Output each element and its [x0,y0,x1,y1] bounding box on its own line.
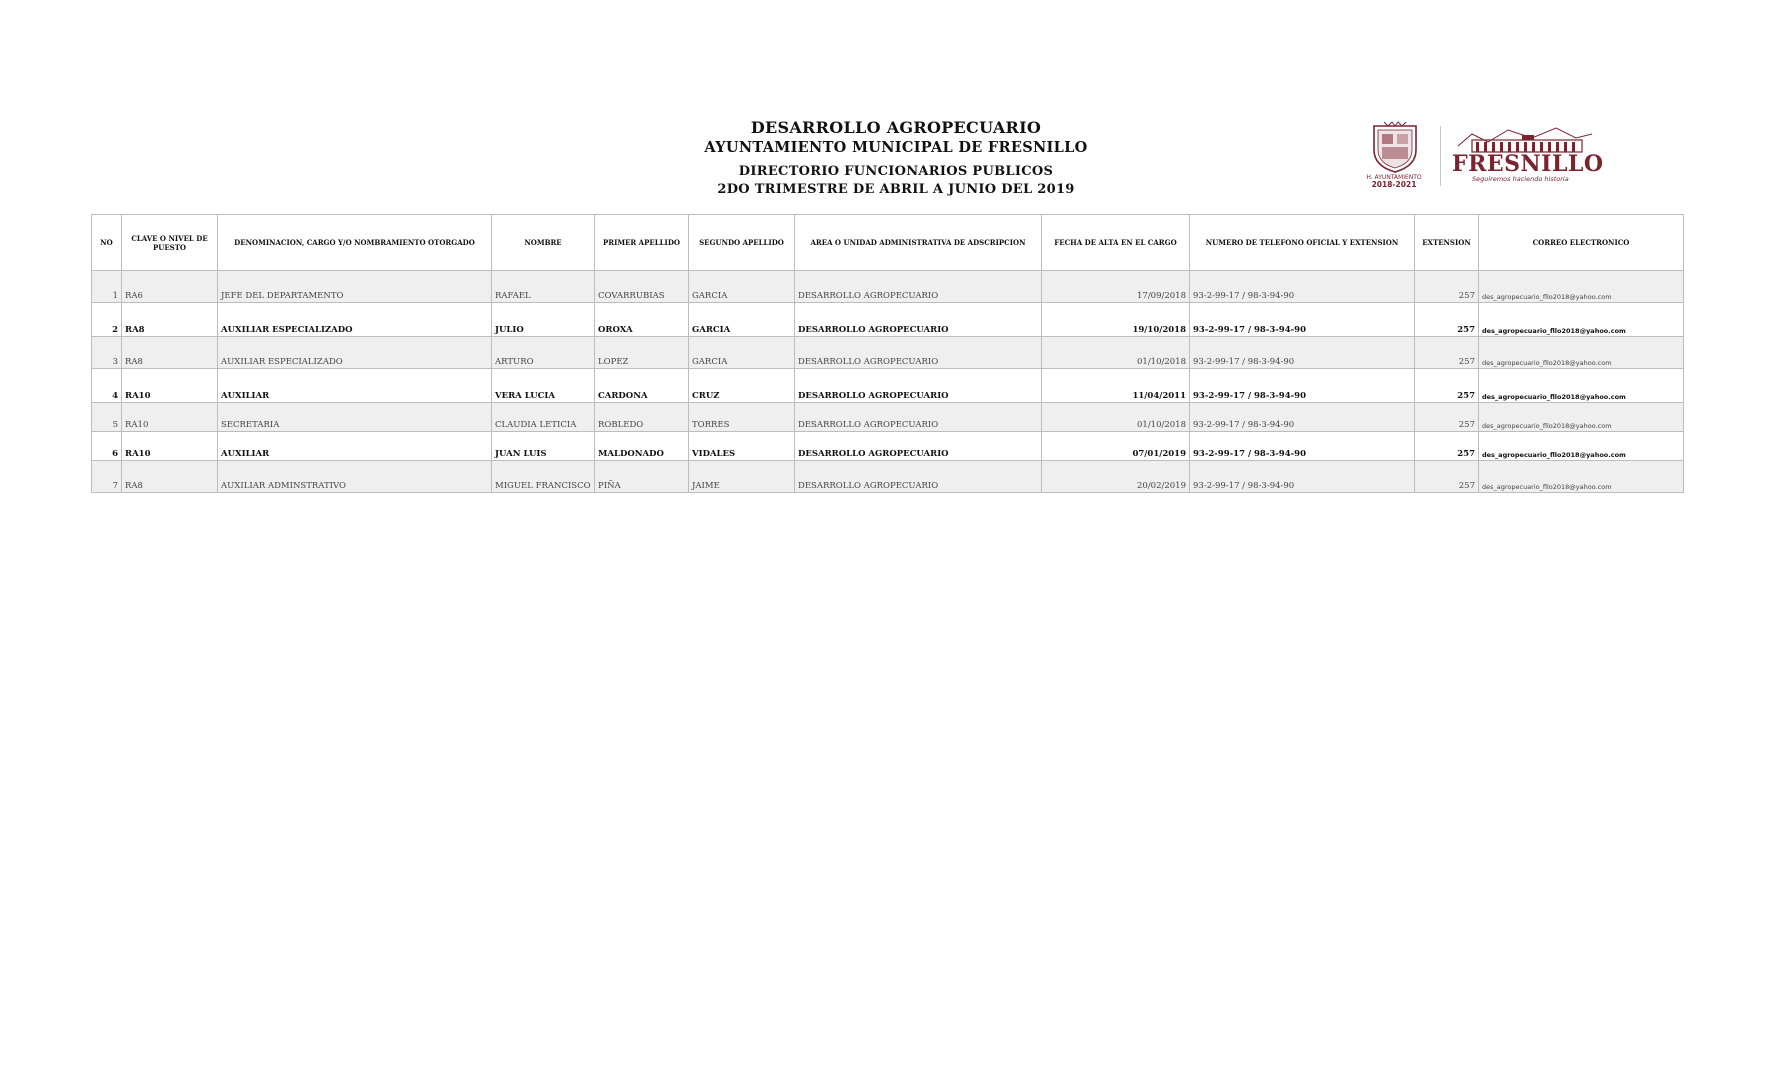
cell-clave: RA6 [122,271,218,303]
cell-correo: des_agropecuario_fllo2018@yahoo.com [1479,271,1684,303]
cell-primer-apellido: OROXA [595,303,689,337]
cell-denominacion: AUXILIAR ESPECIALIZADO [218,303,492,337]
column-header-extension: EXTENSION [1415,215,1479,271]
table-row [92,403,1684,432]
cell-fecha-alta: 17/09/2018 [1042,271,1190,303]
cell-fecha-alta: 19/10/2018 [1042,303,1190,337]
cell-denominacion: JEFE DEL DEPARTAMENTO [218,271,492,303]
column-header-correo: CORREO ELECTRONICO [1479,215,1684,271]
period-title: 2DO TRIMESTRE DE ABRIL A JUNIO DEL 2019 [717,182,1075,197]
cell-fecha-alta: 07/01/2019 [1042,432,1190,461]
directory-table [91,214,1684,493]
cell-fecha-alta: 01/10/2018 [1042,403,1190,432]
cell-nombre: JUAN LUIS [492,432,595,461]
seal-caption: H. AYUNTAMIENTO [1366,174,1422,181]
column-header-denominacion: DENOMINACION, CARGO Y/O NOMBRAMIENTO OTORGADO [218,215,492,271]
cell-denominacion: SECRETARIA [218,403,492,432]
fresnillo-logo [1452,126,1602,188]
cell-extension: 257 [1415,432,1479,461]
cell-telefono: 93-2-99-17 / 98-3-94-90 [1190,403,1415,432]
cell-segundo-apellido: TORRES [689,403,795,432]
cell-segundo-apellido: VIDALES [689,432,795,461]
cell-nombre: ARTURO [492,337,595,369]
cell-telefono: 93-2-99-17 / 98-3-94-90 [1190,271,1415,303]
cell-area: DESARROLLO AGROPECUARIO [795,461,1042,493]
table-header-row [92,215,1684,271]
cell-clave: RA10 [122,432,218,461]
cell-nombre: MIGUEL FRANCISCO [492,461,595,493]
cell-extension: 257 [1415,271,1479,303]
column-header-no: NO [92,215,122,271]
cell-clave: RA10 [122,369,218,403]
cell-extension: 257 [1415,403,1479,432]
cell-primer-apellido: LOPEZ [595,337,689,369]
table-row [92,337,1684,369]
cell-no: 7 [92,461,122,493]
cell-clave: RA10 [122,403,218,432]
column-header-primer-apellido: PRIMER APELLIDO [595,215,689,271]
cell-extension: 257 [1415,337,1479,369]
cell-primer-apellido: CARDONA [595,369,689,403]
cell-no: 1 [92,271,122,303]
cell-clave: RA8 [122,303,218,337]
cell-segundo-apellido: CRUZ [689,369,795,403]
cell-primer-apellido: COVARRUBIAS [595,271,689,303]
seal-icon [1362,120,1428,174]
fresnillo-wordmark: FRESNILLO [1452,151,1604,177]
cell-clave: RA8 [122,461,218,493]
table-row [92,303,1684,337]
cell-segundo-apellido: GARCIA [689,271,795,303]
column-header-clave: CLAVE O NIVEL DE PUESTO [122,215,218,271]
cell-area: DESARROLLO AGROPECUARIO [795,303,1042,337]
building-skyline-icon [1452,126,1602,154]
cell-correo: des_agropecuario_fllo2018@yahoo.com [1479,337,1684,369]
cell-telefono: 93-2-99-17 / 98-3-94-90 [1190,337,1415,369]
fresnillo-tagline: Seguiremos haciendo historia [1472,175,1569,183]
cell-denominacion: AUXILIAR [218,432,492,461]
cell-no: 2 [92,303,122,337]
cell-denominacion: AUXILIAR ADMINSTRATIVO [218,461,492,493]
cell-segundo-apellido: JAIME [689,461,795,493]
column-header-area: AREA O UNIDAD ADMINISTRATIVA DE ADSCRIPCION [795,215,1042,271]
cell-extension: 257 [1415,461,1479,493]
cell-area: DESARROLLO AGROPECUARIO [795,337,1042,369]
table-row [92,369,1684,403]
cell-fecha-alta: 11/04/2011 [1042,369,1190,403]
cell-denominacion: AUXILIAR [218,369,492,403]
cell-fecha-alta: 01/10/2018 [1042,337,1190,369]
cell-denominacion: AUXILIAR ESPECIALIZADO [218,337,492,369]
cell-extension: 257 [1415,369,1479,403]
column-header-segundo-apellido: SEGUNDO APELLIDO [689,215,795,271]
directory-table-container [91,214,1683,493]
cell-no: 3 [92,337,122,369]
column-header-fecha-alta: FECHA DE ALTA EN EL CARGO [1042,215,1190,271]
cell-primer-apellido: PIÑA [595,461,689,493]
cell-segundo-apellido: GARCIA [689,303,795,337]
cell-fecha-alta: 20/02/2019 [1042,461,1190,493]
cell-telefono: 93-2-99-17 / 98-3-94-90 [1190,369,1415,403]
cell-nombre: CLAUDIA LETICIA [492,403,595,432]
cell-correo: des_agropecuario_fllo2018@yahoo.com [1479,303,1684,337]
cell-correo: des_agropecuario_fllo2018@yahoo.com [1479,432,1684,461]
cell-telefono: 93-2-99-17 / 98-3-94-90 [1190,303,1415,337]
table-row [92,461,1684,493]
cell-telefono: 93-2-99-17 / 98-3-94-90 [1190,432,1415,461]
cell-area: DESARROLLO AGROPECUARIO [795,369,1042,403]
cell-area: DESARROLLO AGROPECUARIO [795,403,1042,432]
cell-primer-apellido: ROBLEDO [595,403,689,432]
cell-nombre: JULIO [492,303,595,337]
cell-segundo-apellido: GARCIA [689,337,795,369]
table-row [92,271,1684,303]
logo-divider [1440,126,1441,186]
cell-no: 5 [92,403,122,432]
directory-title: DIRECTORIO FUNCIONARIOS PUBLICOS [738,164,1054,179]
cell-area: DESARROLLO AGROPECUARIO [795,271,1042,303]
municipal-seal-logo [1362,120,1428,192]
logos [1362,120,1602,192]
cell-area: DESARROLLO AGROPECUARIO [795,432,1042,461]
table-row [92,432,1684,461]
cell-correo: des_agropecuario_fllo2018@yahoo.com [1479,461,1684,493]
cell-clave: RA8 [122,337,218,369]
department-title: DESARROLLO AGROPECUARIO [750,118,1042,137]
cell-no: 6 [92,432,122,461]
cell-extension: 257 [1415,303,1479,337]
municipality-title: AYUNTAMIENTO MUNICIPAL DE FRESNILLO [704,139,1088,156]
cell-no: 4 [92,369,122,403]
column-header-telefono: NUMERO DE TELEFONO OFICIAL Y EXTENSION [1190,215,1415,271]
seal-years: 2018-2021 [1371,180,1417,189]
cell-nombre: RAFAEL [492,271,595,303]
cell-correo: des_agropecuario_fllo2018@yahoo.com [1479,369,1684,403]
cell-primer-apellido: MALDONADO [595,432,689,461]
cell-correo: des_agropecuario_fllo2018@yahoo.com [1479,403,1684,432]
cell-nombre: VERA LUCIA [492,369,595,403]
cell-telefono: 93-2-99-17 / 98-3-94-90 [1190,461,1415,493]
column-header-nombre: NOMBRE [492,215,595,271]
